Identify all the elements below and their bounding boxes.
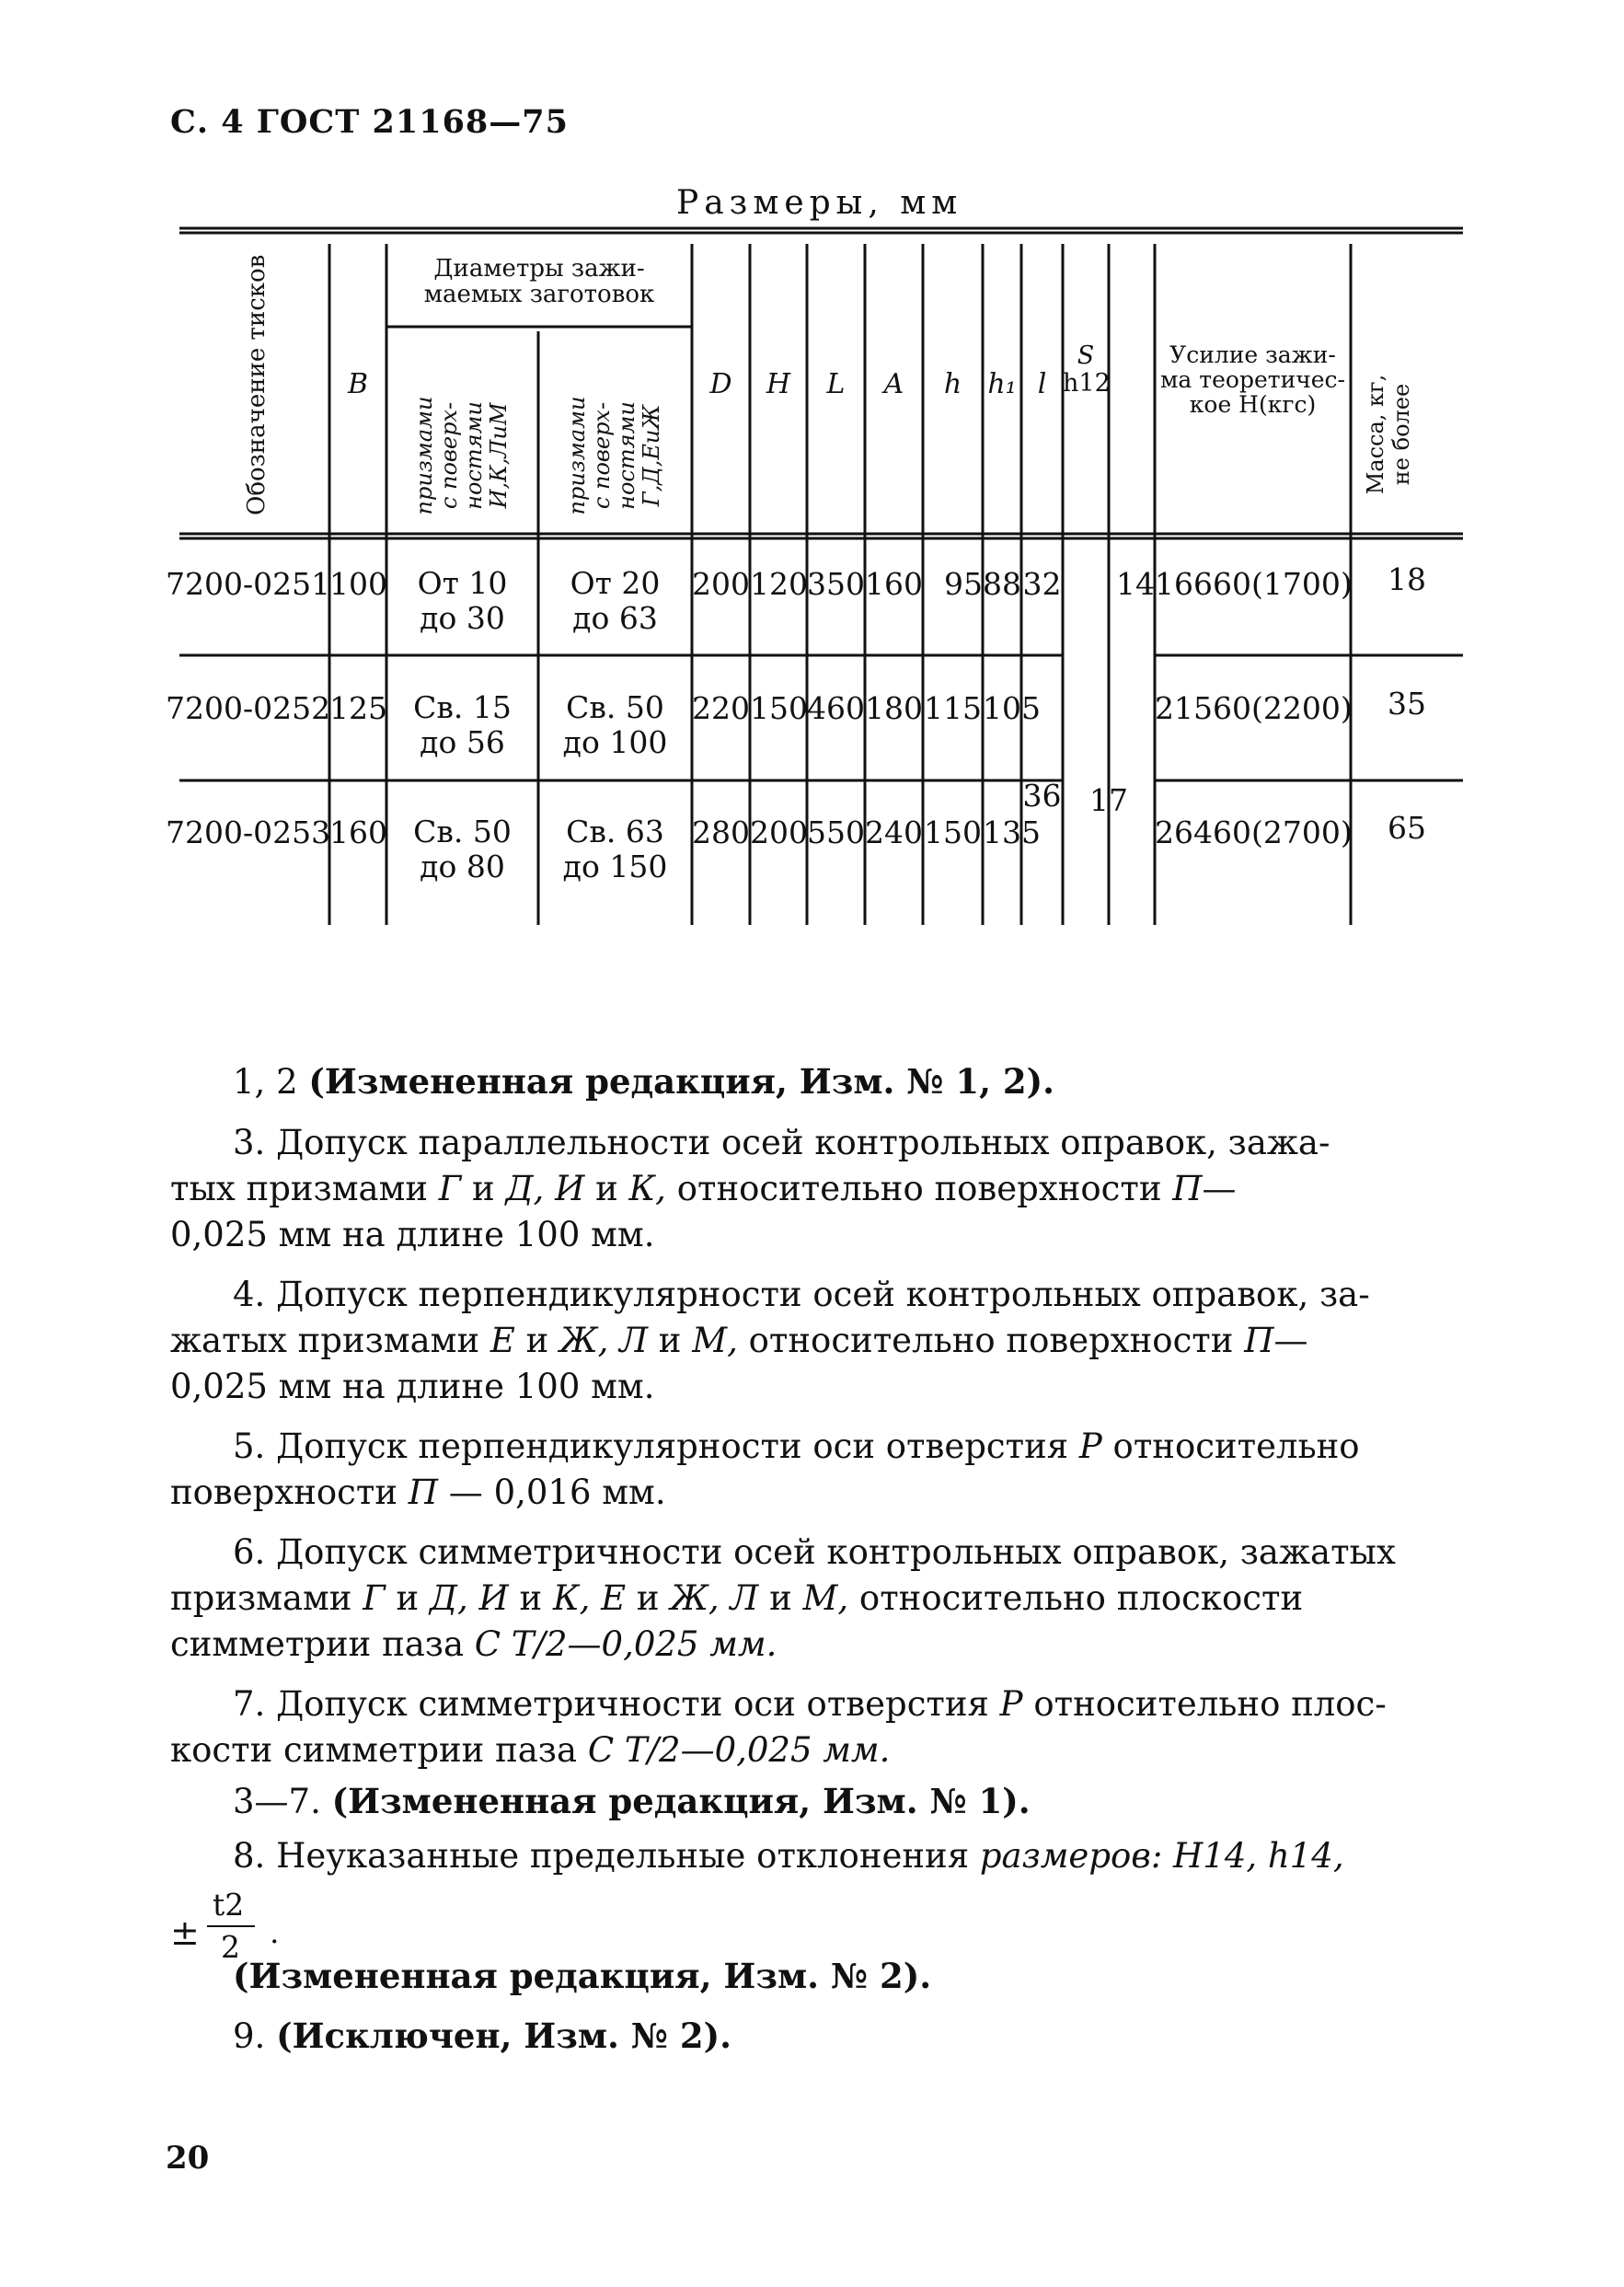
row1-A: 160 [865, 566, 923, 602]
header-l: l [1037, 368, 1047, 400]
row1-mass: 18 [1388, 561, 1426, 597]
header-force-l1: Усилие зажи- [1169, 341, 1336, 368]
para-3-line1: 3. Допуск параллельности осей контрольных оправок, зажа- [233, 1123, 1330, 1162]
row2-A: 180 [865, 690, 923, 726]
row3-h1: 135 [983, 814, 1041, 850]
row2-h1: 105 [983, 690, 1041, 726]
para-7-line2 [170, 1727, 890, 1773]
p3-c: и [461, 1169, 506, 1208]
row2-B: 125 [329, 690, 387, 726]
row2-prism2-a: Св. 50 [566, 689, 664, 725]
row3-B: 160 [329, 814, 387, 850]
p4-e: и [648, 1321, 693, 1360]
para-8-line1 [233, 1833, 1344, 1879]
header-prism1-l2: с поверх- [436, 401, 462, 510]
p3-i: — [1202, 1169, 1237, 1208]
row3-h: 150 [924, 814, 982, 850]
row1-h: 95 [944, 566, 983, 602]
p7-e: С Т/2—0,025 мм. [587, 1730, 891, 1770]
row3-designation: 7200-0253 [166, 814, 331, 850]
row1-prism1-a: От 10 [417, 565, 508, 601]
p5-d: поверхности [170, 1473, 409, 1512]
p3-b: Г [438, 1169, 462, 1208]
row1-force: 16660(1700) [1155, 566, 1353, 602]
row1-prism1-b: до 30 [420, 600, 505, 636]
header-L: L [826, 368, 846, 400]
row3-prism1-a: Св. 50 [413, 814, 512, 849]
header-mass [1363, 342, 1422, 526]
row3-A: 240 [865, 814, 923, 850]
para-4-line2 [170, 1318, 1307, 1364]
p8-a: 8. Неуказанные предельные отклонения [233, 1836, 980, 1876]
p5-a: 5. Допуск перпендикулярности оси отверстия [233, 1426, 1079, 1466]
row1-designation: 7200-0251 [166, 566, 331, 602]
p6-l: симметрии паза [170, 1624, 475, 1664]
p6-j: М, [802, 1578, 849, 1618]
page-header: С. 4 ГОСТ 21168—75 [170, 103, 569, 141]
header-D: D [709, 368, 732, 400]
row3-D: 280 [692, 814, 750, 850]
row2-H: 150 [750, 690, 808, 726]
p8-fraction-bar [207, 1925, 255, 1927]
p4-i: — [1273, 1321, 1308, 1360]
p6-k: относительно плоскости [848, 1578, 1304, 1618]
header-prism1-l4: И,К,ЛиМ [486, 402, 512, 509]
header-prism1-l3: ностями [461, 401, 487, 510]
p5-c: относительно [1101, 1426, 1360, 1466]
para-7-line1 [233, 1681, 1387, 1727]
row1-S: 14 [1116, 566, 1155, 602]
p7-d: кости симметрии паза [170, 1730, 588, 1770]
p6-g: и [626, 1578, 671, 1618]
row3-prism1-b: до 80 [420, 849, 505, 884]
para-8-note [233, 1953, 931, 2000]
para-6-line1: 6. Допуск симметричности осей контрольных оправок, зажатых [233, 1532, 1396, 1572]
header-prism2-l4: Г,Д,ЕиЖ [639, 404, 664, 507]
units-caption: Размеры, мм [676, 184, 963, 222]
header-h: h [943, 368, 962, 400]
header-prism1-l1: призмами [411, 396, 437, 515]
merged-l: 36 [1022, 778, 1062, 814]
header-S [1063, 342, 1109, 398]
row2-prism1-b: до 56 [420, 724, 505, 760]
para-3-line3: 0,025 мм на длине 100 мм. [170, 1215, 655, 1254]
header-prism2-l1: призмами [564, 396, 590, 515]
para-9 [233, 2013, 731, 2060]
row1-B: 100 [329, 566, 387, 602]
p4-d: Ж, Л [559, 1321, 649, 1360]
para-3-7 [233, 1778, 1031, 1825]
row3-L: 550 [807, 814, 865, 850]
header-diam-group-line2: маемых заготовок [423, 281, 655, 308]
para-5-line2 [170, 1470, 666, 1516]
header-S-top: S [1077, 341, 1095, 370]
row2-force: 21560(2200) [1155, 690, 1353, 726]
header-force [1155, 342, 1351, 417]
p8-num: t2 [213, 1887, 245, 1923]
p5-b: Р [1078, 1426, 1102, 1466]
row1-prism2 [538, 566, 692, 636]
p9-a: 9. [233, 2016, 277, 2056]
p37-a: 3—7. [233, 1782, 332, 1821]
row3-force: 26460(2700) [1155, 814, 1353, 850]
p4-c: и [514, 1321, 560, 1360]
row3-prism2-b: до 150 [562, 849, 668, 884]
row1-prism2-b: до 63 [572, 600, 658, 636]
para-6-line2 [170, 1576, 1303, 1622]
row3-mass: 65 [1388, 810, 1426, 846]
header-mass-l1: Масса, кг, [1363, 374, 1388, 495]
header-diam-group [386, 256, 692, 307]
header-prism2-l3: ностями [614, 401, 639, 510]
p5-e: П [408, 1473, 439, 1512]
header-designation: Обозначение тисков [243, 254, 271, 515]
row2-D: 220 [692, 690, 750, 726]
p8-pm: ± [170, 1912, 200, 1953]
p4-h: П [1244, 1321, 1274, 1360]
row1-prism2-a: От 20 [570, 565, 661, 601]
row2-mass: 35 [1388, 686, 1426, 722]
header-H: H [766, 368, 791, 400]
p6-m: С Т/2—0,025 мм. [474, 1624, 777, 1664]
p8-dot: . [270, 1914, 280, 1950]
header-S-bottom: h12 [1063, 369, 1111, 398]
p8-note: (Измененная редакция, Изм. № 2). [233, 1956, 932, 1996]
p7-c: относительно плос- [1022, 1684, 1387, 1724]
row2-designation: 7200-0252 [166, 690, 331, 726]
row2-prism1 [386, 690, 538, 760]
header-prism2 [565, 359, 666, 552]
row2-L: 460 [807, 690, 865, 726]
para-4-line3: 0,025 мм на длине 100 мм. [170, 1367, 655, 1406]
para-1-2-note: (Измененная редакция, Изм. № 1, 2). [308, 1061, 1054, 1102]
p8-b: размеров: Н14, h14, [979, 1836, 1344, 1876]
p5-f: — 0,016 мм. [438, 1473, 666, 1512]
row3-prism1 [386, 814, 538, 884]
row3-H: 200 [750, 814, 808, 850]
header-prism2-l2: с поверх- [589, 401, 615, 510]
p6-e: и [508, 1578, 553, 1618]
p4-a: жатых призмами [170, 1321, 490, 1360]
header-h1: h₁ [987, 368, 1017, 400]
p3-g: относительно поверхности [665, 1169, 1173, 1208]
row1-h1: 88 [983, 566, 1021, 602]
p6-d: Д, И [429, 1578, 509, 1618]
p9-b: (Исключен, Изм. № 2). [276, 2016, 731, 2056]
p3-h: П [1172, 1169, 1203, 1208]
row3-prism2 [538, 814, 692, 884]
p8-den: 2 [221, 1929, 240, 1965]
p3-a: тых призмами [170, 1169, 439, 1208]
p4-g: относительно поверхности [737, 1321, 1245, 1360]
row1-l: 32 [1022, 566, 1062, 602]
para-5-line1 [233, 1424, 1360, 1470]
p3-e: и [584, 1169, 629, 1208]
p4-b: Е [490, 1321, 515, 1360]
row1-H: 120 [750, 566, 808, 602]
para-6-line3 [170, 1622, 777, 1668]
para-4-line1: 4. Допуск перпендикулярности осей контрольных оправок, за- [233, 1275, 1370, 1314]
p6-a: призмами [170, 1578, 363, 1618]
p37-b: (Измененная редакция, Изм. № 1). [331, 1781, 1031, 1821]
merged-S: 17 [1089, 782, 1128, 818]
page-number: 20 [166, 2140, 210, 2177]
p7-a: 7. Допуск симметричности оси отверстия [233, 1684, 1000, 1724]
para-3-line2 [170, 1166, 1237, 1212]
p6-f: К, Е [552, 1578, 627, 1618]
row2-prism1-a: Св. 15 [413, 689, 512, 725]
row2-h: 115 [924, 690, 982, 726]
header-force-l3: кое Н(кгс) [1189, 391, 1317, 418]
header-diam-group-line1: Диаметры зажи- [433, 255, 645, 283]
header-force-l2: ма теоретичес- [1159, 366, 1346, 393]
header-mass-l2: не более [1388, 383, 1414, 486]
p6-b: Г [363, 1578, 386, 1618]
row2-prism2 [538, 690, 692, 760]
p6-i: и [758, 1578, 803, 1618]
row1-L: 350 [807, 566, 865, 602]
row3-prism2-a: Св. 63 [566, 814, 664, 849]
p6-h: Ж, Л [670, 1578, 759, 1618]
p7-b: Р [999, 1684, 1023, 1724]
row2-prism2-b: до 100 [562, 724, 668, 760]
header-A: A [883, 368, 904, 400]
p3-f: К, [628, 1169, 666, 1208]
row1-D: 200 [692, 566, 750, 602]
para-1-2-num: 1, 2 [233, 1062, 309, 1102]
para-1-2 [233, 1058, 1054, 1105]
header-prism1 [412, 359, 513, 552]
p4-f: М, [692, 1321, 738, 1360]
row1-prism1 [386, 566, 538, 636]
header-B: B [347, 368, 369, 400]
p6-c: и [385, 1578, 430, 1618]
p3-d: Д, И [505, 1169, 585, 1208]
